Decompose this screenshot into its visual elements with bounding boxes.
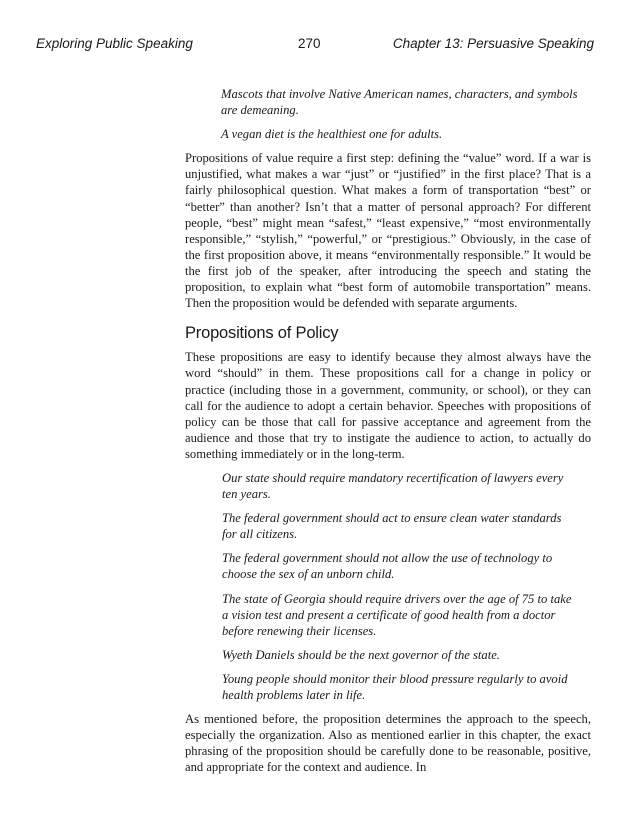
chapter-title: Chapter 13: Persuasive Speaking — [392, 36, 594, 51]
example-proposition: The federal government should act to ensure clean water standards for all citizens. — [222, 511, 562, 542]
body-paragraph-closing: As mentioned before, the proposition determines the approach to the speech, especially the organization. Also as mentioned earlier in this chapter, the exact phrasing of the proposition should be carefully done to be reasonable, positive, and appropriate for the context and audience. In — [185, 712, 591, 775]
main-text-column — [185, 86, 591, 783]
body-paragraph-value: Propositions of value require a first step: defining the “value” word. If a war is unjustified, what makes a war “just” or “justified” in the first place? That is a fairly philosophical question. What makes a form of transportation “best” or “better” than another? Isn’t that a matter of personal approach? For different people, “best” might mean “safest,” “least expensive,” “most environmentally responsible,” “stylish,” “powerful,” or “prestigious.” Obviously, in the case of the first proposition above, it means “environmentally responsible.” It would be the first job of the speaker, after introducing the speech and stating the proposition, to explain what “best form of automobile transportation” means. Then the proposition would be defended with separate arguments. — [185, 151, 591, 311]
example-proposition: A vegan diet is the healthiest one for adults. — [221, 127, 443, 142]
example-proposition: Our state should require mandatory recertification of lawyers every ten years. — [222, 470, 564, 502]
example-proposition: Mascots that involve Native American names, characters, and symbols are demeaning. — [221, 87, 578, 118]
page-number: 270 — [298, 36, 321, 51]
example-proposition: Young people should monitor their blood pressure regularly to avoid health problems later in life. — [222, 671, 568, 702]
running-header — [36, 36, 594, 56]
policy-example-list — [185, 470, 591, 703]
body-paragraph-policy: These propositions are easy to identify because they almost always have the word “should” in them. These propositions call for a change in policy or practice (including those in a government, community, or school), or they can call for the audience to adopt a certain behavior. Speeches with propositions of policy can be those that call for passive acceptance and agreement from the audience and those that try to instigate the audience to action, to actually do something immediately or in the long-term. — [185, 350, 591, 461]
book-title: Exploring Public Speaking — [36, 36, 193, 51]
section-heading-policy: Propositions of Policy — [185, 324, 339, 343]
example-proposition: The state of Georgia should require drivers over the age of 75 to take a vision test and present a certificate of good health from a doctor before renewing their licenses. — [222, 591, 572, 638]
example-proposition: The federal government should not allow the use of technology to choose the sex of an unborn child. — [222, 551, 553, 582]
example-proposition: Wyeth Daniels should be the next governor of the state. — [222, 647, 500, 662]
